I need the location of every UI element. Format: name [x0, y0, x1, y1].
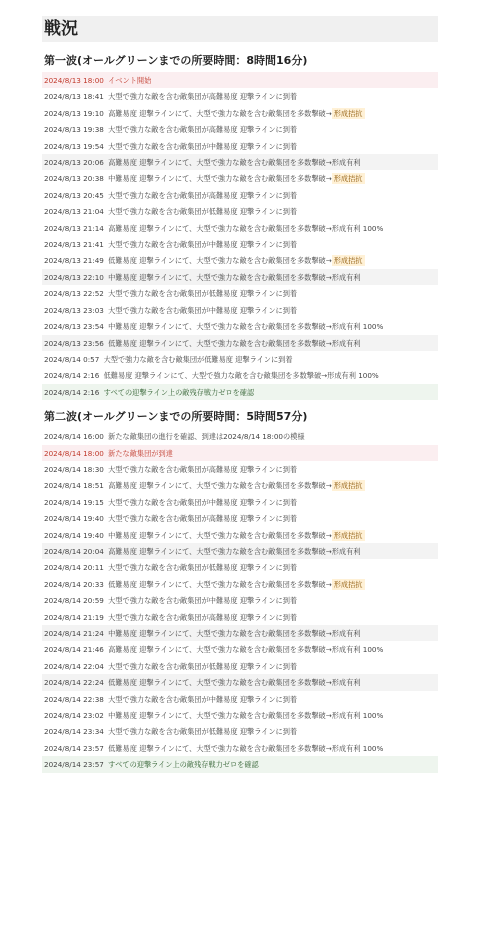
log-text: 大型で強力な敵を含む敵集団が高難易度 迎撃ラインに到着 [108, 92, 298, 102]
timestamp: 2024/8/14 18:30 [44, 464, 104, 474]
log-entry [42, 592, 438, 608]
log-entry [42, 658, 438, 674]
wave-section [42, 52, 438, 400]
timestamp: 2024/8/14 22:38 [44, 694, 104, 704]
timestamp: 2024/8/14 18:00 [44, 448, 104, 458]
log-entry [42, 252, 438, 268]
timestamp: 2024/8/14 23:57 [44, 760, 104, 770]
log-text: 新たな敵集団の進行を確認、到達は2024/8/14 18:00の模様 [108, 432, 305, 442]
status-tag: 形成拮抗 [333, 530, 363, 540]
log-text: 大型で強力な敵を含む敵集団が中難易度 迎撃ラインに到着 [108, 305, 298, 315]
log-entry [42, 170, 438, 186]
timestamp: 2024/8/14 19:40 [44, 514, 104, 524]
log-text: 中難易度 迎撃ラインにて、大型で強力な敵を含む敵集団を多数撃破→ [108, 174, 332, 184]
log-entry [42, 302, 438, 318]
log-entry [42, 707, 438, 723]
log-text: 高難易度 迎撃ラインにて、大型で強力な敵を含む敵集団を多数撃破→形成有利 [108, 546, 361, 556]
log-entry [42, 367, 438, 383]
log-text: 大型で強力な敵を含む敵集団が低難易度 迎撃ラインに到着 [108, 207, 298, 217]
log-entry [42, 154, 438, 170]
log-entry [42, 138, 438, 154]
log-text: 高難易度 迎撃ラインにて、大型で強力な敵を含む敵集団を多数撃破→形成有利 [108, 158, 361, 168]
log-entry [42, 674, 438, 690]
log-text: 大型で強力な敵を含む敵集団が高難易度 迎撃ラインに到着 [108, 514, 298, 524]
status-tag: 形成拮抗 [333, 256, 363, 266]
log-entry [42, 527, 438, 543]
log-entry [42, 461, 438, 477]
log-entry [42, 105, 438, 121]
log-text: 中難易度 迎撃ラインにて、大型で強力な敵を含む敵集団を多数撃破→形成有利 [108, 629, 361, 638]
log-entry [42, 740, 438, 756]
page-title: 戦況 [42, 16, 438, 42]
log-text: 大型で強力な敵を含む敵集団が高難易度 迎撃ラインに到着 [108, 190, 298, 200]
log-text: 大型で強力な敵を含む敵集団が低難易度 迎撃ラインに到着 [108, 289, 298, 299]
log-entry [42, 756, 438, 772]
timestamp: 2024/8/13 20:06 [44, 158, 104, 168]
log-entry [42, 384, 438, 400]
wave-section [42, 408, 438, 773]
log-entry [42, 576, 438, 592]
wave-heading: 第一波(オールグリーンまでの所要時間：8時間16分) [44, 54, 308, 67]
log-text: 大型で強力な敵を含む敵集団が中難易度 迎撃ラインに到着 [108, 240, 298, 250]
timestamp: 2024/8/14 2:16 [44, 371, 100, 381]
timestamp: 2024/8/14 21:46 [44, 645, 104, 655]
log-text: 高難易度 迎撃ラインにて、大型で強力な敵を含む敵集団を多数撃破→形成有利 100% [108, 223, 384, 233]
timestamp: 2024/8/13 23:54 [44, 322, 104, 332]
status-tag: 形成拮抗 [333, 174, 363, 184]
timestamp: 2024/8/13 21:14 [44, 223, 104, 233]
timestamp: 2024/8/14 23:57 [44, 743, 104, 753]
timestamp: 2024/8/13 19:54 [44, 141, 104, 151]
log-entry [42, 543, 438, 559]
log-entry [42, 477, 438, 493]
timestamp: 2024/8/14 21:19 [44, 612, 104, 622]
timestamp: 2024/8/14 22:24 [44, 678, 104, 688]
status-tag: 形成拮抗 [333, 108, 363, 118]
timestamp: 2024/8/14 22:04 [44, 661, 104, 671]
timestamp: 2024/8/14 23:02 [44, 711, 104, 721]
timestamp: 2024/8/14 20:59 [44, 596, 104, 606]
battle-log [42, 72, 438, 400]
timestamp: 2024/8/13 18:00 [44, 76, 104, 85]
log-text: 低難易度 迎撃ラインにて、大型で強力な敵を含む敵集団を多数撃破→ [108, 256, 332, 266]
timestamp: 2024/8/13 20:38 [44, 174, 104, 184]
timestamp: 2024/8/13 22:52 [44, 289, 104, 299]
log-text: 中難易度 迎撃ラインにて、大型で強力な敵を含む敵集団を多数撃破→形成有利 100% [108, 322, 384, 332]
timestamp: 2024/8/14 21:24 [44, 629, 104, 638]
log-entry [42, 559, 438, 575]
log-text: 大型で強力な敵を含む敵集団が中難易度 迎撃ラインに到着 [108, 141, 298, 151]
log-text: 大型で強力な敵を含む敵集団が高難易度 迎撃ラインに到着 [108, 612, 298, 622]
timestamp: 2024/8/13 23:56 [44, 338, 104, 348]
timestamp: 2024/8/14 20:33 [44, 579, 104, 589]
timestamp: 2024/8/13 21:41 [44, 240, 104, 250]
log-text: 低難易度 迎撃ラインにて、大型で強力な敵を含む敵集団を多数撃破→ [108, 579, 332, 589]
log-entry [42, 121, 438, 137]
log-text: 大型で強力な敵を含む敵集団が中難易度 迎撃ラインに到着 [108, 694, 298, 704]
log-entry [42, 625, 438, 641]
log-entry [42, 723, 438, 739]
timestamp: 2024/8/14 20:11 [44, 563, 104, 573]
log-text: 低難易度 迎撃ラインにて、大型で強力な敵を含む敵集団を多数撃破→形成有利 [108, 338, 361, 348]
timestamp: 2024/8/13 18:41 [44, 92, 104, 102]
timestamp: 2024/8/13 21:49 [44, 256, 104, 266]
log-text: 中難易度 迎撃ラインにて、大型で強力な敵を含む敵集団を多数撃破→ [108, 530, 332, 540]
log-text: すべての迎撃ライン上の敵残存戦力ゼロを確認 [108, 760, 259, 770]
log-text: すべての迎撃ライン上の敵残存戦力ゼロを確認 [103, 387, 255, 397]
log-text: 高難易度 迎撃ラインにて、大型で強力な敵を含む敵集団を多数撃破→形成有利 100% [108, 645, 384, 655]
status-tag: 形成拮抗 [333, 481, 363, 491]
log-text: 低難易度 迎撃ラインにて、大型で強力な敵を含む敵集団を多数撃破→形成有利 [108, 678, 361, 688]
log-entry [42, 72, 438, 88]
log-entry [42, 445, 438, 461]
log-text: 高難易度 迎撃ラインにて、大型で強力な敵を含む敵集団を多数撃破→ [108, 481, 332, 491]
timestamp: 2024/8/14 20:04 [44, 546, 104, 556]
log-entry [42, 285, 438, 301]
log-text: 高難易度 迎撃ラインにて、大型で強力な敵を含む敵集団を多数撃破→ [108, 108, 332, 118]
timestamp: 2024/8/13 23:03 [44, 305, 104, 315]
log-entry [42, 641, 438, 657]
timestamp: 2024/8/14 16:00 [44, 432, 104, 442]
timestamp: 2024/8/14 18:51 [44, 481, 104, 491]
timestamp: 2024/8/14 19:15 [44, 497, 104, 507]
log-entry [42, 269, 438, 285]
log-text: イベント開始 [108, 76, 152, 85]
timestamp: 2024/8/13 22:10 [44, 272, 104, 282]
log-entry [42, 88, 438, 104]
log-text: 大型で強力な敵を含む敵集団が低難易度 迎撃ラインに到着 [103, 354, 293, 364]
timestamp: 2024/8/13 21:04 [44, 207, 104, 217]
timestamp: 2024/8/14 23:34 [44, 727, 104, 737]
log-text: 大型で強力な敵を含む敵集団が中難易度 迎撃ラインに到着 [108, 497, 298, 507]
log-entry [42, 187, 438, 203]
log-text: 大型で強力な敵を含む敵集団が低難易度 迎撃ラインに到着 [108, 563, 298, 573]
log-text: 大型で強力な敵を含む敵集団が高難易度 迎撃ラインに到着 [108, 464, 298, 474]
log-entry [42, 351, 438, 367]
timestamp: 2024/8/13 19:38 [44, 125, 104, 135]
log-text: 中難易度 迎撃ラインにて、大型で強力な敵を含む敵集団を多数撃破→形成有利 100% [108, 711, 384, 721]
status-tag: 形成拮抗 [333, 579, 363, 589]
log-text: 低難易度 迎撃ラインにて、大型で強力な敵を含む敵集団を多数撃破→形成有利 100% [103, 371, 379, 381]
timestamp: 2024/8/13 19:10 [44, 108, 104, 118]
log-entry [42, 335, 438, 351]
battle-log [42, 428, 438, 773]
timestamp: 2024/8/13 20:45 [44, 190, 104, 200]
wave-heading: 第二波(オールグリーンまでの所要時間：5時間57分) [44, 410, 308, 424]
log-text: 中難易度 迎撃ラインにて、大型で強力な敵を含む敵集団を多数撃破→形成有利 [108, 272, 361, 282]
log-entry [42, 510, 438, 526]
log-text: 大型で強力な敵を含む敵集団が中難易度 迎撃ラインに到着 [108, 596, 298, 606]
timestamp: 2024/8/14 2:16 [44, 387, 100, 397]
log-text: 大型で強力な敵を含む敵集団が低難易度 迎撃ラインに到着 [108, 727, 298, 737]
timestamp: 2024/8/14 0:57 [44, 354, 100, 364]
log-entry [42, 428, 438, 444]
log-entry [42, 691, 438, 707]
log-entry [42, 220, 438, 236]
log-text: 大型で強力な敵を含む敵集団が高難易度 迎撃ラインに到着 [108, 125, 298, 135]
log-entry [42, 236, 438, 252]
log-entry [42, 494, 438, 510]
log-text: 低難易度 迎撃ラインにて、大型で強力な敵を含む敵集団を多数撃破→形成有利 100% [108, 743, 384, 753]
waves-container [42, 52, 438, 773]
log-entry [42, 318, 438, 334]
log-text: 新たな敵集団が到達 [108, 448, 173, 458]
timestamp: 2024/8/14 19:40 [44, 530, 104, 540]
log-entry [42, 609, 438, 625]
log-entry [42, 203, 438, 219]
log-text: 大型で強力な敵を含む敵集団が低難易度 迎撃ラインに到着 [108, 661, 298, 671]
